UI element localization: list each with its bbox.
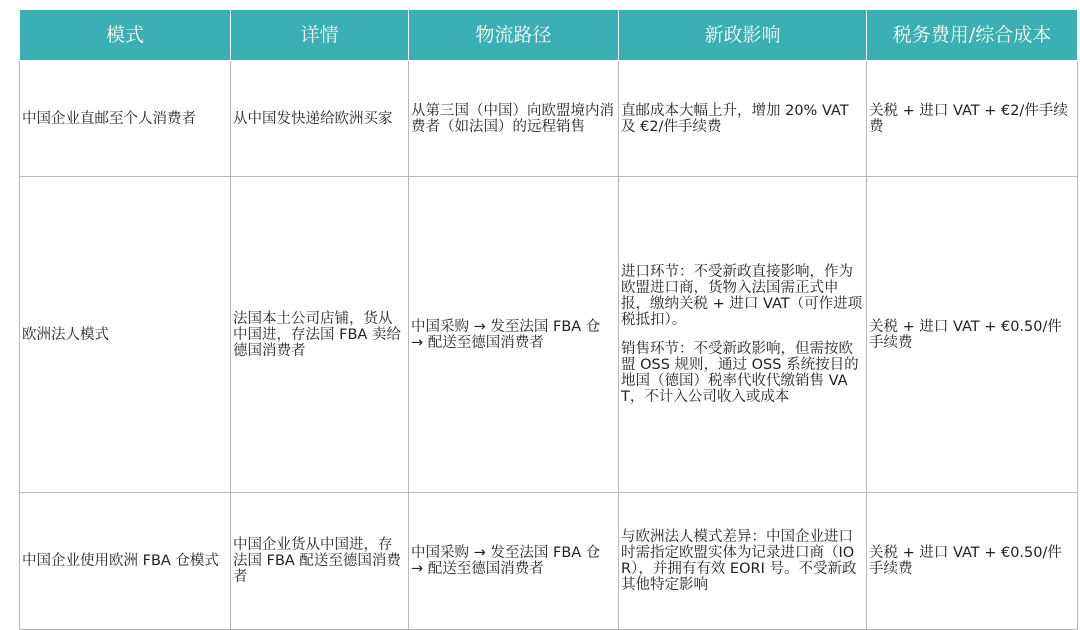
cell-mode: 中国企业直邮至个人消费者 [20,61,231,177]
cell-cost: 关税 + 进口 VAT + €2/件手续费 [867,61,1078,177]
cell-cost: 关税 + 进口 VAT + €0.50/件手续费 [867,177,1078,493]
impact-paragraph-sales: 销售环节：不受新政影响，但需按欧盟 OSS 规则，通过 OSS 系统按目的地国（德国）税率代收代缴销售 VAT，不计入公司收入或成本 [621,341,859,405]
table-row [20,61,1078,177]
comparison-table [19,9,1078,630]
cell-detail: 法国本土公司店铺，货从中国进，存法国 FBA 卖给德国消费者 [231,177,409,493]
impact-paragraph: 直邮成本大幅上升，增加 20% VAT 及 €2/件手续费 [621,102,849,135]
impact-paragraph-import: 进口环节：不受新政直接影响，作为欧盟进口商，货物入法国需正式申报，缴纳关税 + 进口 VAT（可作进项税抵扣）。 [621,264,863,328]
header-detail: 详情 [231,10,409,61]
cell-mode: 欧洲法人模式 [20,177,231,493]
cell-cost: 关税 + 进口 VAT + €0.50/件手续费 [867,493,1078,630]
cell-impact [619,177,867,493]
cell-detail: 从中国发快递给欧洲买家 [231,61,409,177]
cell-route: 中国采购 → 发至法国 FBA 仓 → 配送至德国消费者 [409,493,619,630]
table-row [20,177,1078,493]
header-cost: 税务费用/综合成本 [867,10,1078,61]
cell-impact [619,61,867,177]
header-mode: 模式 [20,10,231,61]
header-route: 物流路径 [409,10,619,61]
cell-impact [619,493,867,630]
impact-paragraph: 与欧洲法人模式差异：中国企业进口时需指定欧盟实体为记录进口商（IOR），并拥有有效 EORI 号。不受新政其他特定影响 [621,529,857,593]
cell-route: 从第三国（中国）向欧盟境内消费者（如法国）的远程销售 [409,61,619,177]
header-impact: 新政影响 [619,10,867,61]
table-row [20,493,1078,630]
cell-route: 中国采购 → 发至法国 FBA 仓 → 配送至德国消费者 [409,177,619,493]
cell-detail: 中国企业货从中国进，存法国 FBA 配送至德国消费者 [231,493,409,630]
cell-mode: 中国企业使用欧洲 FBA 仓模式 [20,493,231,630]
header-row [20,10,1078,61]
